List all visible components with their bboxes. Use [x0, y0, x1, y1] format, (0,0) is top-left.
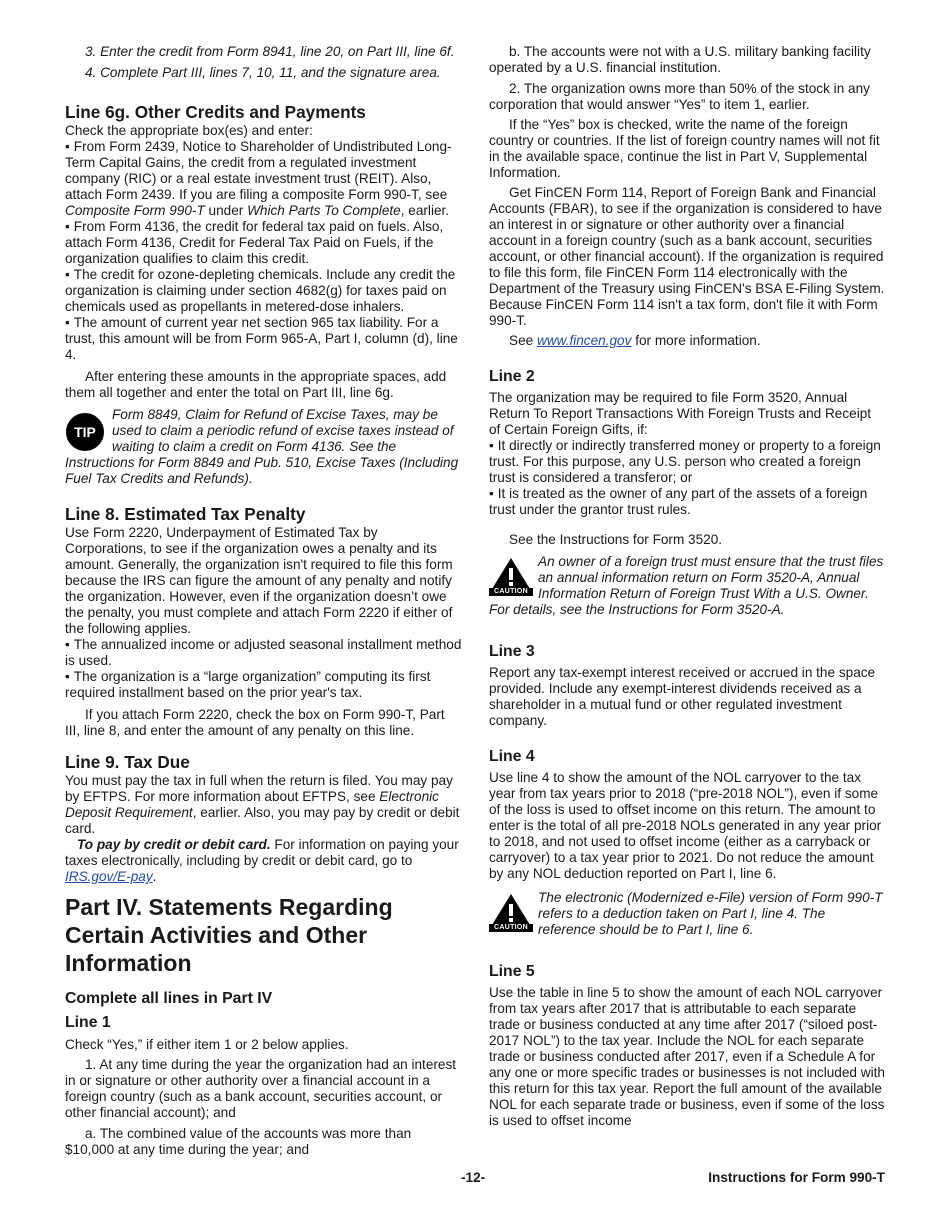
line-4-p1: Use line 4 to show the amount of the NOL carryover to the tax year from tax years prior to 2018 (“pre-2018 NOL”), even if some of the loss is used to offset income on this return. The amount to enter is the total of all pre-2018 NOLs generated in any year prior to 2018, and not used to offset income (either as a carryback or carryover) to a tax year prior to 2021. Do not reduce the amount by any NOL deduction reported on Part I, line 6.	[489, 770, 882, 881]
caution-box-line-4	[489, 890, 885, 938]
line-8-p1: Use Form 2220, Underpayment of Estimated Tax by Corporations, to see if the organization owes a penalty and its amount. Generally, the organization isn't required to file this form because the IRS can figure the amount of any penalty and notify the organization. However, even if the organization doesn’t owe the penalty, you must complete and attach Form 2220 if either of the following applies.	[65, 525, 453, 636]
footer-title: Instructions for Form 990-T	[708, 1170, 885, 1185]
line-3-heading: Line 3	[489, 643, 535, 660]
line-5-p1: Use the table in line 5 to show the amount of each NOL carryover from tax years after 2017 that is attributable to each separate trade or business conducted at any time after 2017 (“siloed post-2017 NOL”) to the tax year. Include the NOL for each separate trade or business conducted after 2017, even if a Schedule A for any one or more specific trades or businesses is not included with this return for this tax year. Report the full amount of the available NOL for each separate trade or business, even if some of the loss is used to offset income	[489, 985, 885, 1128]
line-9-heading: Line 9. Tax Due	[65, 752, 190, 772]
step-3: 3. Enter the credit from Form 8941, line 20, on Part III, line 6f.	[85, 44, 455, 59]
line-2-bullet-1: • It directly or indirectly transferred money or property to a foreign trust. For this purpose, any U.S. person who created a foreign trust is considered a transferor; or	[489, 438, 885, 486]
yes-paragraph: If the “Yes” box is checked, write the name of the foreign country or countries. If the list of foreign country names will not fit in the available space, continue the list in Part V, Supplemental Information.	[489, 117, 880, 180]
line-5-heading: Line 5	[489, 963, 535, 980]
line-4-heading: Line 4	[489, 748, 535, 765]
caution-box-line-2	[489, 554, 885, 618]
line-1-item-1: 1. At any time during the year the organization had an interest in or signature or other authority over a financial account in a foreign country (such as a bank account, securities account, or other financial account); and	[65, 1057, 457, 1120]
line-8-heading: Line 8. Estimated Tax Penalty	[65, 504, 306, 524]
fincen-paragraph: Get FinCEN Form 114, Report of Foreign Bank and Financial Accounts (FBAR), to see if the organization is considered to have an interest in or signature or other authority over a financial account in a foreign country (such as a bank account, securities account, or other financial account). If the organization is required to file this form, file FinCEN Form 114 electronically with the Department of the Treasury using FinCEN's BSA E-Filing System. Because FinCEN Form 114 isn't a tax form, don't file it with Form 990-T.	[489, 185, 885, 328]
irs-epay-link[interactable]: IRS.gov/E-pay	[65, 869, 153, 884]
line-6g-after: After entering these amounts in the appropriate spaces, add them all together and enter the total on Part III, line 6g.	[65, 369, 447, 400]
item-b: b. The accounts were not with a U.S. military banking facility operated by a U.S. financial institution.	[489, 44, 871, 75]
line-6g-bullet-1: • From Form 2439, Notice to Shareholder of Undistributed Long-Term Capital Gains, the credit from a regulated investment company (RIC) or a real estate investment trust (REIT). Also, attach Form 2439. If you are filing a composite Form 990-T, see Composite Form 990-T under Which Parts To Complete, earlier.	[65, 139, 462, 219]
caution-text-line-2: An owner of a foreign trust must ensure that the trust files an annual information return on Form 3520-A, Annual Information Return of Foreign Trust With a U.S. Owner. For details, see the Instructions for Form 3520-A.	[489, 554, 884, 617]
line-1-p1: Check “Yes,” if either item 1 or 2 below applies.	[65, 1037, 349, 1052]
tip-icon: TIP	[66, 413, 104, 451]
line-9-p1: You must pay the tax in full when the return is filed. You may pay by EFTPS. For more information about EFTPS, see Electronic Deposit Requirement, earlier. Also, you may pay by credit or debit card.	[65, 773, 460, 836]
tip-box	[65, 407, 462, 487]
line-1-item-a: a. The combined value of the accounts was more than $10,000 at any time during the year; and	[65, 1126, 412, 1157]
caution-text-line-4: The electronic (Modernized e-File) version of Form 990-T refers to a deduction taken on Part I, line 4. The reference should be to Part I, line 6.	[538, 890, 883, 937]
page-number: -12-	[461, 1170, 486, 1185]
caution-icon: CAUTION	[489, 892, 533, 932]
line-1-heading: Line 1	[65, 1014, 111, 1031]
line-6g-bullet-2: • From Form 4136, the credit for federal tax paid on fuels. Also, attach Form 4136, Credit for Federal Tax Paid on Fuels, if the organization qualifies to claim this credit.	[65, 219, 462, 267]
line-6g-bullet-3: • The credit for ozone-depleting chemicals. Include any credit the organization is claiming under section 4682(g) for taxes paid on chemicals used as propellants in metered-dose inhalers.	[65, 267, 462, 315]
part-4-heading: Part IV. Statements Regarding Certain Activities and Other Information	[65, 894, 393, 976]
line-8-p2: If you attach Form 2220, check the box on Form 990-T, Part III, line 8, and enter the amount of any penalty on this line.	[65, 707, 445, 738]
right-column	[489, 38, 885, 1129]
line-9-p2: To pay by credit or debit card. For information on paying your taxes electronically, including by credit or debit card, go to IRS.gov/E-pay.	[65, 837, 459, 884]
line-2-see: See the Instructions for Form 3520.	[509, 532, 723, 547]
line-6g-heading: Line 6g. Other Credits and Payments	[65, 102, 366, 122]
tip-text: Form 8849, Claim for Refund of Excise Taxes, may be used to claim a periodic refund of excise taxes instead of waiting to claim a credit on Form 4136. See the Instructions for Form 8849 and Pub. 510, Excise Taxes (Including Fuel Tax Credits and Refunds).	[65, 407, 459, 486]
item-2: 2. The organization owns more than 50% of the stock in any corporation that would answer “Yes” to item 1, earlier.	[489, 81, 870, 112]
line-2-p1: The organization may be required to file Form 3520, Annual Return To Report Transactions With Foreign Trusts and Receipt of Certain Foreign Gifts, if:	[489, 390, 872, 437]
line-3-p1: Report any tax-exempt interest received or accrued in the space provided. Include any exempt-interest dividends received as a shareholder in a mutual fund or other regulated investment company.	[489, 665, 876, 728]
part-4-subheading: Complete all lines in Part IV	[65, 990, 273, 1007]
fincen-see: See www.fincen.gov for more information.	[509, 333, 761, 348]
caution-icon: CAUTION	[489, 556, 533, 596]
line-6g-intro: Check the appropriate box(es) and enter:	[65, 123, 313, 138]
left-column	[65, 38, 462, 1158]
line-8-bullet-2: • The organization is a “large organization” computing its first required installment based on the prior year's tax.	[65, 669, 462, 701]
line-6g-bullet-4: • The amount of current year net section 965 tax liability. For a trust, this amount will be from Form 965-A, Part I, column (d), line 4.	[65, 315, 462, 363]
step-4: 4. Complete Part III, lines 7, 10, 11, and the signature area.	[85, 65, 441, 80]
line-2-bullet-2: • It is treated as the owner of any part of the assets of a foreign trust under the grantor trust rules.	[489, 486, 885, 518]
line-2-heading: Line 2	[489, 368, 535, 385]
line-8-bullet-1: • The annualized income or adjusted seasonal installment method is used.	[65, 637, 462, 669]
fincen-link[interactable]: www.fincen.gov	[536, 333, 632, 348]
